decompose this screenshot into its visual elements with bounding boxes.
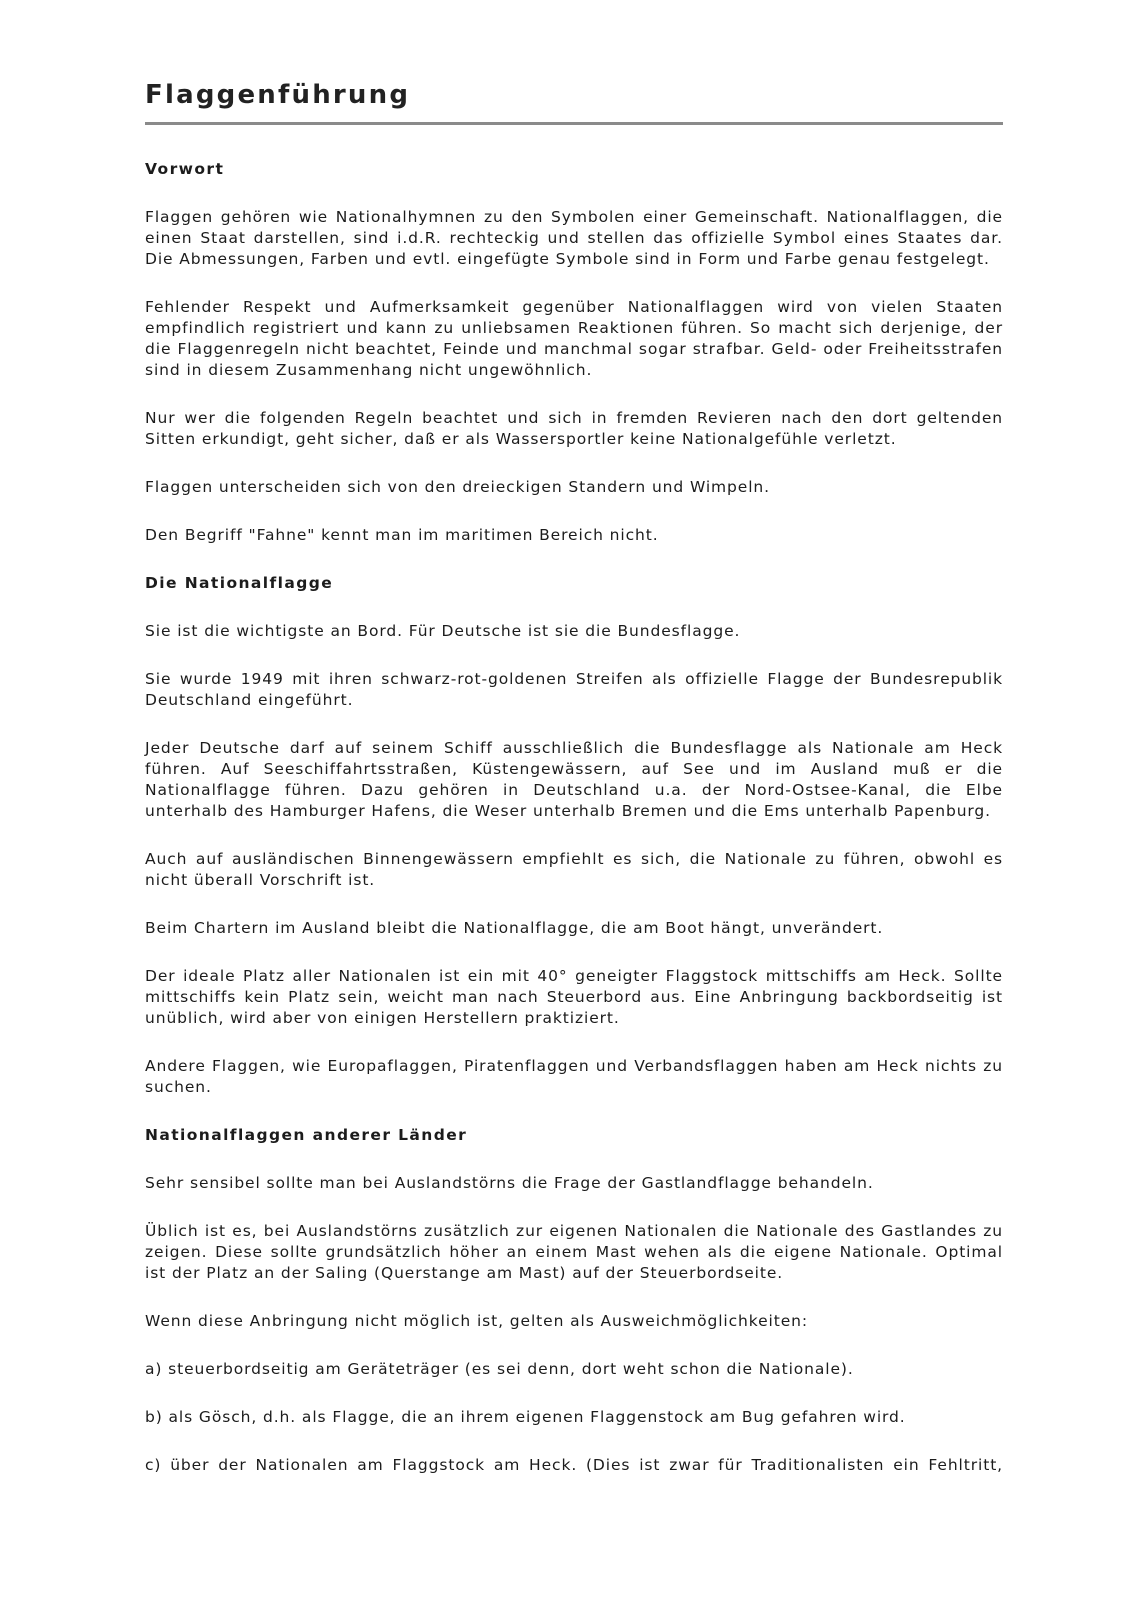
title-divider — [145, 122, 1003, 125]
section-heading-nationalflagge: Die Nationalflagge — [145, 574, 334, 592]
paragraph: Andere Flaggen, wie Europaflaggen, Piratenflaggen und Verbandsflaggen haben am Heck nichts zu suchen. — [145, 1057, 1003, 1096]
paragraph: Beim Chartern im Ausland bleibt die Nationalflagge, die am Boot hängt, unverändert. — [145, 919, 884, 937]
list-item: a) steuerbordseitig am Geräteträger (es sei denn, dort weht schon die Nationale). — [145, 1360, 854, 1378]
paragraph: Sie ist die wichtigste an Bord. Für Deutsche ist sie die Bundesflagge. — [145, 622, 741, 640]
paragraph: Wenn diese Anbringung nicht möglich ist, gelten als Ausweichmöglichkeiten: — [145, 1312, 808, 1330]
paragraph: Auch auf ausländischen Binnengewässern empfiehlt es sich, die Nationale zu führen, obwohl es nicht überall Vorschrift ist. — [145, 850, 1003, 889]
paragraph: Sie wurde 1949 mit ihren schwarz-rot-goldenen Streifen als offizielle Flagge der Bundesrepublik Deutschland eingeführt. — [145, 670, 1003, 709]
section-heading-andere-laender: Nationalflaggen anderer Länder — [145, 1126, 468, 1144]
section-heading-vorwort: Vorwort — [145, 160, 225, 178]
paragraph: Nur wer die folgenden Regeln beachtet und sich in fremden Revieren nach den dort geltenden Sitten erkundigt, geht sicher, daß er als Wassersportler keine Nationalgefühle verletzt. — [145, 409, 1003, 448]
document-page — [145, 78, 1003, 1476]
paragraph: Fehlender Respekt und Aufmerksamkeit gegenüber Nationalflaggen wird von vielen Staaten empfindlich registriert und kann zu unliebsamen Reaktionen führen. So macht sich derjenige, der die Flaggenregeln nicht beachtet, Feinde und manchmal sogar strafbar. Geld- oder Freiheitsstrafen sind in diesem Zusammenhang nicht ungewöhnlich. — [145, 298, 1003, 379]
list-item: c) über der Nationalen am Flaggstock am Heck. (Dies ist zwar für Traditionalisten ein Fehltritt, — [145, 1456, 1003, 1474]
paragraph: Der ideale Platz aller Nationalen ist ein mit 40° geneigter Flaggstock mittschiffs am Heck. Sollte mittschiffs kein Platz sein, weicht man nach Steuerbord aus. Eine Anbringung backbordseitig ist unüblich, wird aber von einigen Herstellern praktiziert. — [145, 967, 1003, 1027]
page-title: Flaggenführung — [145, 80, 411, 110]
paragraph: Den Begriff "Fahne" kennt man im maritimen Bereich nicht. — [145, 526, 659, 544]
paragraph: Flaggen unterscheiden sich von den dreieckigen Standern und Wimpeln. — [145, 478, 770, 496]
paragraph: Üblich ist es, bei Auslandstörns zusätzlich zur eigenen Nationalen die Nationale des Gastlandes zu zeigen. Diese sollte grundsätzlich höher an einem Mast wehen als die eigene Nationale. Optimal ist der Platz an der Saling (Querstange am Mast) auf der Steuerbordseite. — [145, 1222, 1003, 1282]
paragraph: Flaggen gehören wie Nationalhymnen zu den Symbolen einer Gemeinschaft. Nationalflaggen, die einen Staat darstellen, sind i.d.R. rechteckig und stellen das offizielle Symbol eines Staates dar. Die Abmessungen, Farben und evtl. eingefügte Symbole sind in Form und Farbe genau festgelegt. — [145, 208, 1003, 268]
paragraph: Sehr sensibel sollte man bei Auslandstörns die Frage der Gastlandflagge behandeln. — [145, 1174, 874, 1192]
list-item: b) als Gösch, d.h. als Flagge, die an ihrem eigenen Flaggenstock am Bug gefahren wird. — [145, 1408, 906, 1426]
paragraph: Jeder Deutsche darf auf seinem Schiff ausschließlich die Bundesflagge als Nationale am Heck führen. Auf Seeschiffahrtsstraßen, Küstengewässern, auf See und im Ausland muß er die Nationalflagge führen. Dazu gehören in Deutschland u.a. der Nord-Ostsee-Kanal, die Elbe unterhalb des Hamburger Hafens, die Weser unterhalb Bremen und die Ems unterhalb Papenburg. — [145, 739, 1003, 820]
